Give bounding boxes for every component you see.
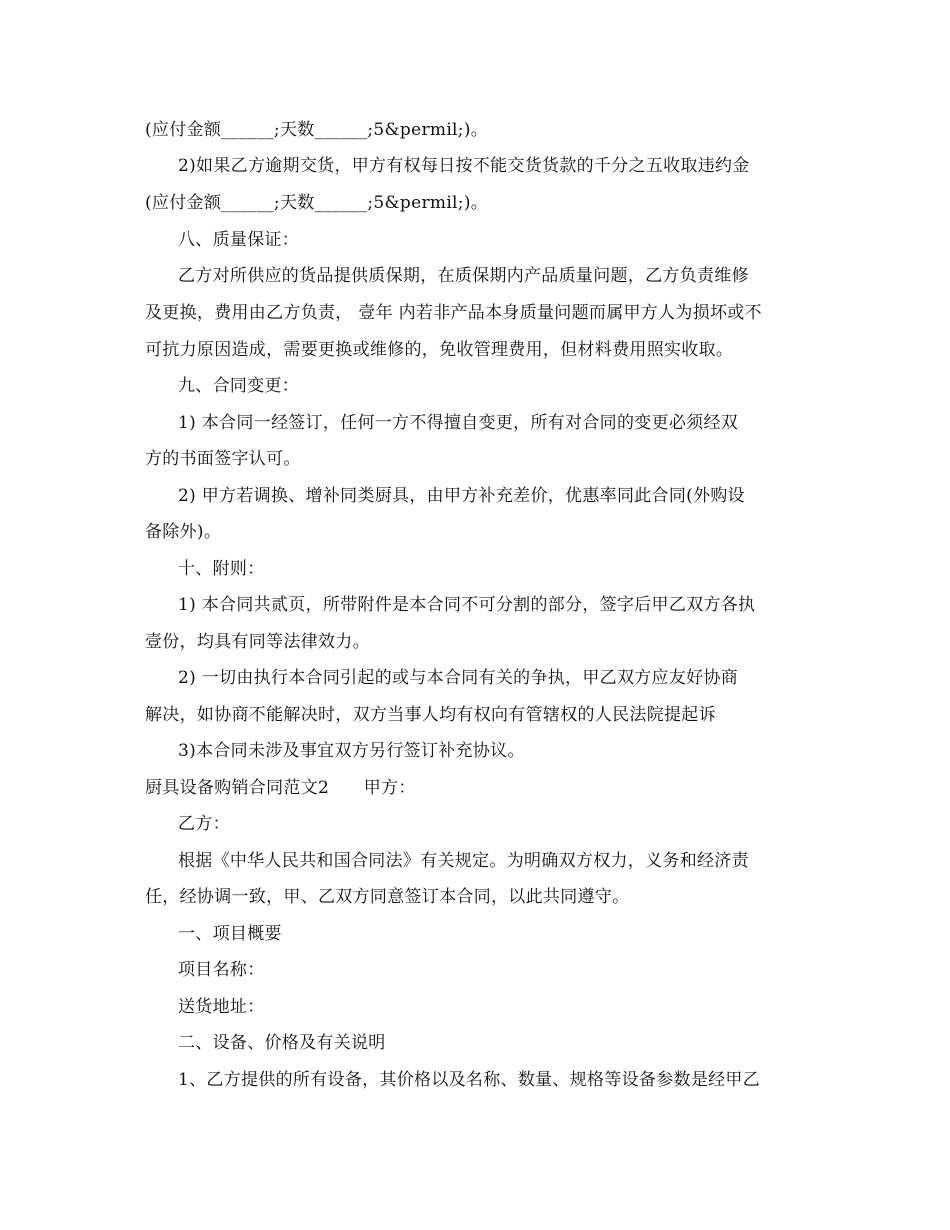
section-heading: 八、质量保证： — [178, 230, 300, 250]
text-line: 3)本合同未涉及事宜双方另行签订补充协议。 — [178, 741, 525, 761]
text-line: 根据《中华人民共和国合同法》有关规定。为明确双方权力，义务和经济责 — [178, 851, 749, 871]
section-heading: 一、项目概要 — [178, 924, 282, 944]
text-line: 乙方： — [178, 814, 230, 834]
text-line: (应付金额______;天数______;5&permil;)。 — [145, 120, 489, 140]
text-line: 1) 本合同共贰页，所带附件是本合同不可分割的部分，签字后甲乙双方各执 — [178, 595, 756, 615]
text-line: 备除外)。 — [145, 522, 222, 542]
text-line: 方的书面签字认可。 — [145, 449, 301, 469]
section-heading: 九、合同变更： — [178, 376, 300, 396]
text-line: 及更换，费用由乙方负责， 壹年 内若非产品本身质量问题而属甲方人为损坏或不 — [145, 303, 762, 323]
text-line: 解决，如协商不能解决时，双方当事人均有权向有管辖权的人民法院提起诉 — [145, 705, 716, 725]
text-line: 1) 本合同一经签订，任何一方不得擅自变更，所有对合同的变更必须经双 — [178, 413, 739, 433]
text-line: 1、乙方提供的所有设备，其价格以及名称、数量、规格等设备参数是经甲乙 — [178, 1070, 761, 1090]
section-heading: 十、附则： — [178, 559, 265, 579]
text-line: 壹份，均具有同等法律效力。 — [145, 632, 370, 652]
text-line: 可抗力原因造成，需要更换或维修的，免收管理费用，但材料费用照实收取。 — [145, 340, 734, 360]
document-title: 厨具设备购销合同范文2 甲方： — [145, 778, 416, 798]
text-line: 2) 一切由执行本合同引起的或与本合同有关的争执，甲乙双方应友好协商 — [178, 668, 739, 688]
text-line: 送货地址： — [178, 997, 265, 1017]
section-heading: 二、设备、价格及有关说明 — [178, 1033, 386, 1053]
text-line: 2)如果乙方逾期交货，甲方有权每日按不能交货货款的千分之五收取违约金 — [178, 156, 750, 176]
text-line: 项目名称： — [178, 960, 265, 980]
text-line: 2) 甲方若调换、增补同类厨具，由甲方补充差价，优惠率同此合同(外购设 — [178, 486, 745, 506]
text-line: 任，经协调一致，甲、乙双方同意签订本合同，以此共同遵守。 — [145, 887, 630, 907]
text-line: (应付金额______;天数______;5&permil;)。 — [145, 193, 489, 213]
text-line: 乙方对所供应的货品提供质保期，在质保期内产品质量问题，乙方负责维修 — [178, 266, 749, 286]
